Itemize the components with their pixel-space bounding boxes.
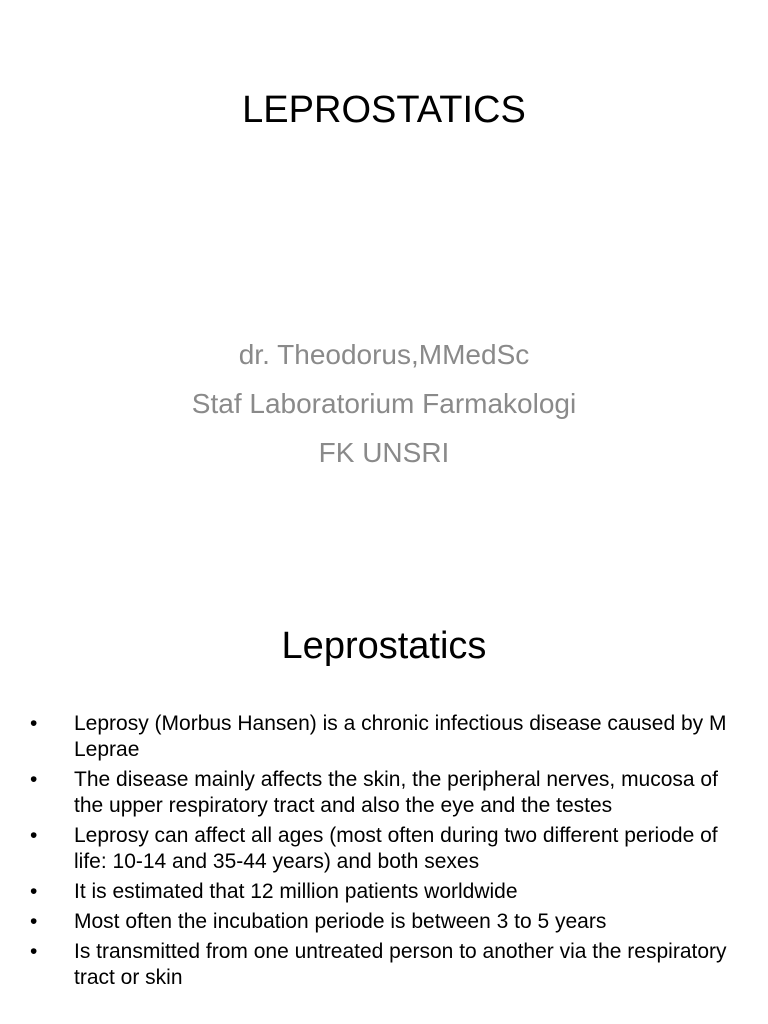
slide-title: Leprostatics [281,625,487,667]
author-name: dr. Theodorus,MMedSc [238,339,530,370]
bullet-list [30,711,740,995]
bullet-item [30,767,740,819]
bullet-text: Leprosy (Morbus Hansen) is a chronic infectious disease caused by M Leprae [74,712,727,761]
content-slide [0,512,768,1024]
bullet-dot: • [30,768,38,791]
bullet-item [30,909,740,935]
bullet-dot: • [30,940,38,963]
bullet-item [30,939,740,991]
author-affiliation: Staf Laboratorium Farmakologi [191,388,577,419]
bullet-text: The disease mainly affects the skin, the peripheral nerves, mucosa of the upper respiratory tract and also the eye and the testes [74,768,718,817]
bullet-item [30,823,740,875]
bullet-dot: • [30,824,38,847]
bullet-text: It is estimated that 12 million patients worldwide [74,880,518,903]
bullet-item [30,879,740,905]
bullet-dot: • [30,880,38,903]
author-institution: FK UNSRI [318,437,450,468]
bullet-dot: • [30,910,38,933]
bullet-text: Leprosy can affect all ages (most often during two different periode of life: 10-14 and 35-44 years) and both sexes [74,824,718,873]
bullet-dot: • [30,712,38,735]
bullet-text: Most often the incubation periode is between 3 to 5 years [74,910,607,933]
bullet-item [30,711,740,763]
slide-title: LEPROSTATICS [242,89,526,131]
slide-subtitle [0,330,768,477]
bullet-text: Is transmitted from one untreated person to another via the respiratory tract or skin [74,940,727,989]
